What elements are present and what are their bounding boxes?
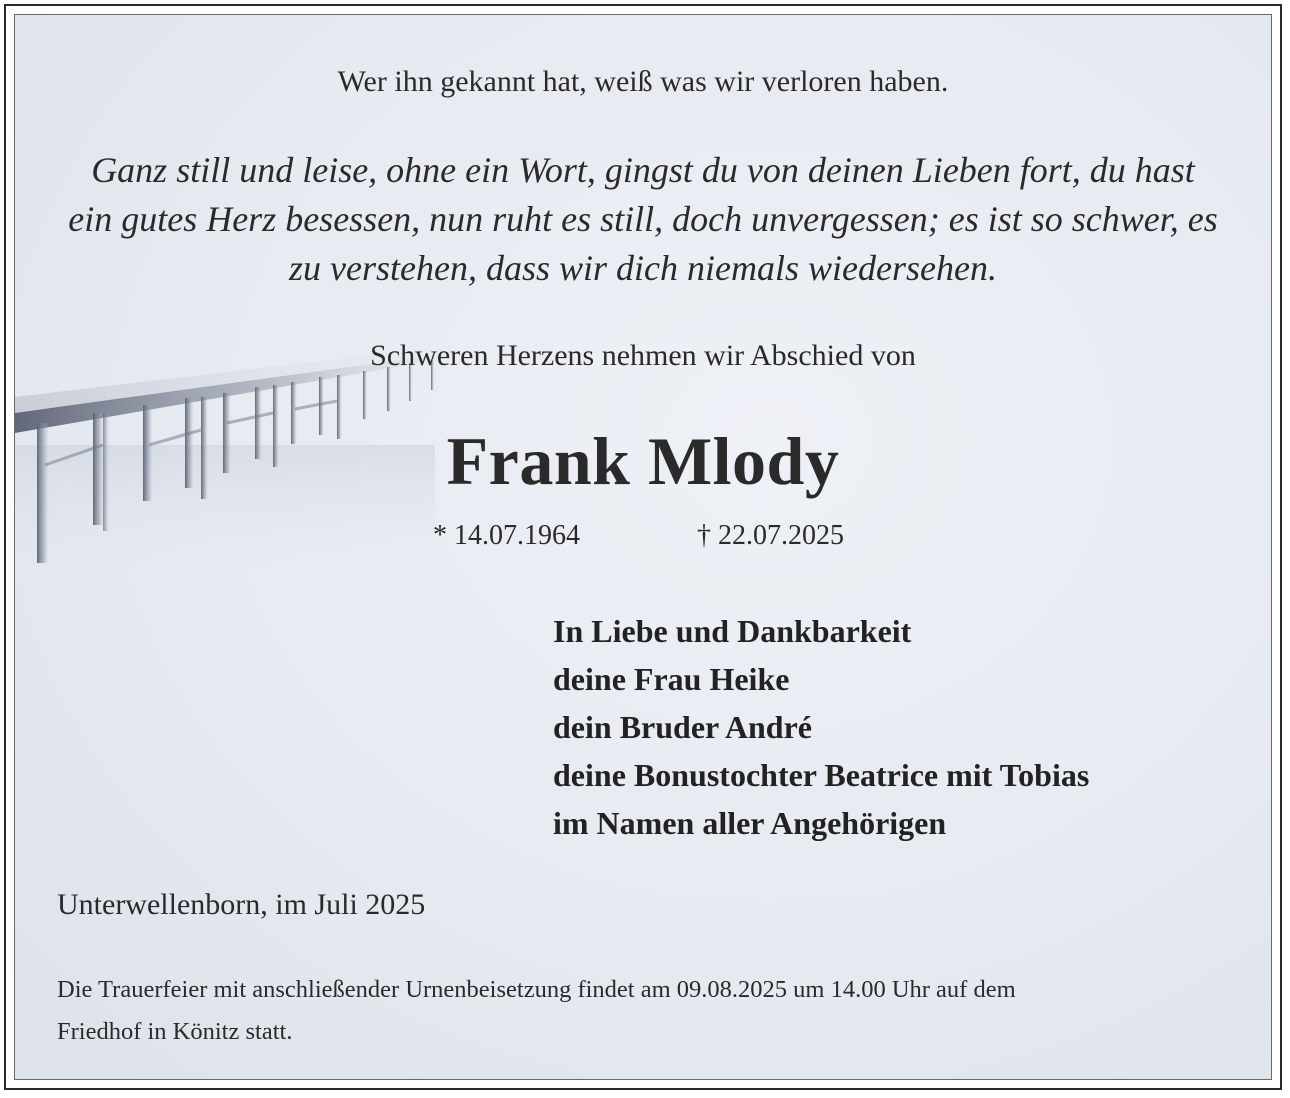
deceased-name: Frank Mlody [446,423,840,499]
poem-line: Ganz still und leise, ohne ein Wort, gingst du von deinen Lieben fort, du hast [91,150,1195,190]
mourner-line: dein Bruder André [553,709,812,745]
poem [55,146,1231,293]
opening-quote: Wer ihn gekannt hat, weiß was wir verloren haben. [337,65,949,98]
poem-line: ein gutes Herz besessen, nun ruht es still, doch unvergessen; es ist so schwer, es [68,199,1218,239]
funeral-notice [57,969,1227,1053]
place-and-date: Unterwellenborn, im Juli 2025 [57,888,426,921]
mourner-line: deine Bonustochter Beatrice mit Tobias [553,757,1090,793]
mourners-list [553,607,1089,847]
obituary-card [14,14,1272,1080]
birth-date: * 14.07.1964 [433,520,580,551]
mourner-line: im Namen aller Angehörigen [553,805,947,841]
mourner-line: In Liebe und Dankbarkeit [553,613,912,649]
poem-line: zu verstehen, dass wir dich niemals wiedersehen. [289,248,997,288]
notice-line: Friedhof in Könitz statt. [57,1018,293,1045]
notice-line: Die Trauerfeier mit anschließender Urnenbeisetzung findet am 09.08.2025 um 14.00 Uhr auf dem [57,976,1016,1003]
death-date: † 22.07.2025 [697,520,844,551]
mourner-line: deine Frau Heike [553,661,790,697]
obituary-frame [4,4,1282,1090]
farewell-intro: Schweren Herzens nehmen wir Abschied von [370,339,916,372]
